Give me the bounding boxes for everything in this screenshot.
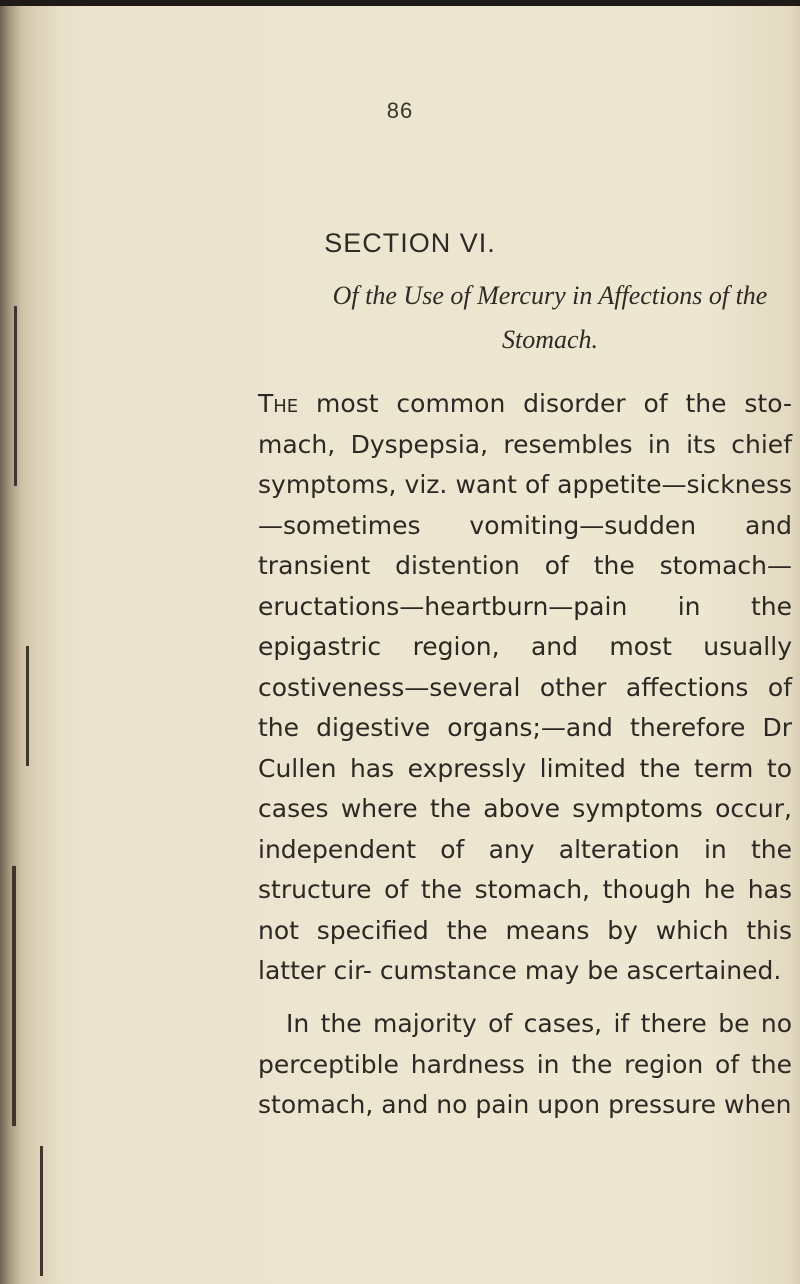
section-subtitle: Of the Use of Mercury in Affections of the Stomach. <box>332 281 768 354</box>
paragraph-1-text: most common disorder of the sto- mach, Dyspepsia, resembles in its chief symptoms, viz. want of appetite—sickness—sometimes vomiting—sudden and transient distention of the stomach—eructations—heartburn—pain in the epigastric region, and most usually costiveness—several other affections of the digestive organs;—and therefore Dr Cullen has expressly limited the term to cases where the above symptoms occur, independent of any alteration in the structure of the stomach, though he has not specified the means by which this latter cir- cumstance may be ascertained. <box>258 389 792 985</box>
page-number: 86 <box>386 98 414 123</box>
binding-gutter <box>0 6 60 1284</box>
paragraph-lead-word: The <box>258 389 299 418</box>
gutter-shadow <box>12 866 16 1126</box>
section-heading: SECTION VI. <box>324 228 496 258</box>
gutter-shadow <box>40 1146 43 1276</box>
gutter-shadow <box>14 306 17 486</box>
page-top-edge <box>0 0 800 6</box>
paragraph-2: In the majority of cases, if there be no perceptible hardness in the region of the stomach, and no pain upon pressure when <box>258 1009 792 1119</box>
paragraph-1 <box>258 384 792 992</box>
gutter-shadow <box>26 646 29 766</box>
